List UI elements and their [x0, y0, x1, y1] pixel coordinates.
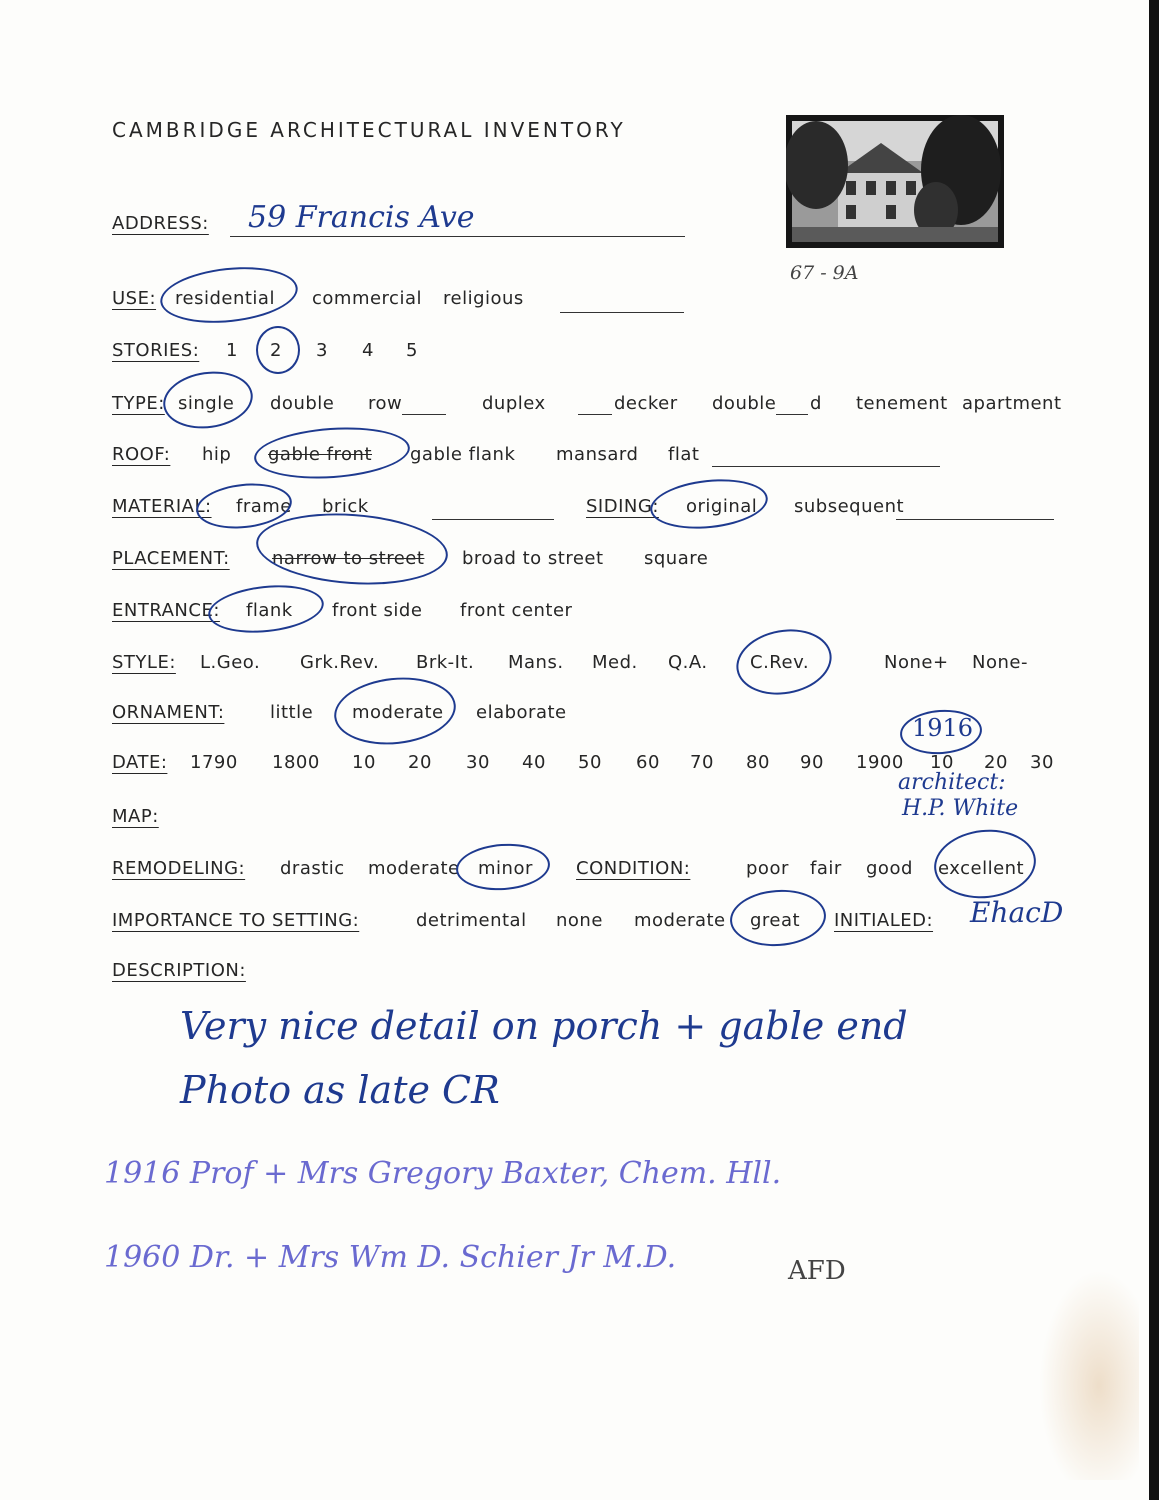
- material-blank: [432, 519, 554, 520]
- type-opt-tenement: tenement: [856, 393, 948, 414]
- use-circle: [158, 261, 301, 329]
- date-opt-1900: 1900: [856, 752, 904, 773]
- type-opt-single: single: [178, 393, 235, 414]
- description-label: DESCRIPTION:: [112, 960, 246, 981]
- date-opt-20: 20: [408, 752, 432, 773]
- initialed-value: EhacD: [970, 896, 1064, 929]
- condition-label: CONDITION:: [576, 858, 691, 879]
- style-opt-mans: Mans.: [508, 652, 564, 673]
- ornament-opt-little: little: [270, 702, 314, 723]
- type-circle: [160, 366, 257, 434]
- roof-opt-flat: flat: [668, 444, 700, 465]
- roof-opt-gable-front: gable front: [268, 444, 372, 465]
- architect-name: H.P. White: [902, 796, 1019, 821]
- history-initials: AFD: [788, 1256, 846, 1286]
- ornament-opt-moderate: moderate: [352, 702, 444, 723]
- roof-opt-gable-flank: gable flank: [410, 444, 516, 465]
- type-opt-decker: decker: [614, 393, 678, 414]
- importance-opt-great: great: [750, 910, 801, 931]
- date-opt-70: 70: [690, 752, 714, 773]
- importance-opt-detrimental: detrimental: [416, 910, 527, 931]
- remodeling-opt-moderate: moderate: [368, 858, 460, 879]
- address-line: [230, 236, 685, 237]
- style-opt-none-plus: None+: [884, 652, 949, 673]
- date-opt-1800: 1800: [272, 752, 320, 773]
- style-opt-none-minus: None-: [972, 652, 1028, 673]
- style-opt-grkrev: Grk.Rev.: [300, 652, 380, 673]
- form-title: CAMBRIDGE ARCHITECTURAL INVENTORY: [112, 118, 626, 142]
- map-label: MAP:: [112, 806, 159, 827]
- date-opt-60: 60: [636, 752, 660, 773]
- date-opt-1920: 20: [984, 752, 1008, 773]
- type-opt-duplex: duplex: [482, 393, 546, 414]
- style-circle: [731, 622, 837, 702]
- ornament-circle: [331, 672, 459, 750]
- importance-opt-moderate: moderate: [634, 910, 726, 931]
- condition-opt-fair: fair: [810, 858, 842, 879]
- roof-label: ROOF:: [112, 444, 171, 465]
- description-line-1: Very nice detail on porch + gable end: [180, 1004, 908, 1048]
- style-opt-qa: Q.A.: [668, 652, 708, 673]
- type-double-blank: [776, 414, 808, 415]
- use-opt-residential: residential: [175, 288, 275, 309]
- importance-label: IMPORTANCE TO SETTING:: [112, 910, 360, 931]
- remodeling-label: REMODELING:: [112, 858, 246, 879]
- condition-opt-excellent: excellent: [938, 858, 1025, 879]
- stories-opt-3: 3: [316, 340, 328, 361]
- history-line-2: 1960 Dr. + Mrs Wm D. Schier Jr M.D.: [104, 1240, 677, 1275]
- stories-label: STORIES:: [112, 340, 200, 361]
- stories-circle: [256, 326, 300, 374]
- type-opt-d: d: [810, 393, 822, 414]
- placement-opt-square: square: [644, 548, 709, 569]
- style-label: STYLE:: [112, 652, 176, 673]
- condition-opt-good: good: [866, 858, 913, 879]
- address-label: ADDRESS:: [112, 213, 209, 234]
- type-row-blank: [402, 414, 446, 415]
- history-line-1: 1916 Prof + Mrs Gregory Baxter, Chem. Hll.: [104, 1156, 782, 1191]
- condition-circle: [931, 825, 1040, 903]
- remodeling-opt-drastic: drastic: [280, 858, 345, 879]
- initialed-label: INITIALED:: [834, 910, 934, 931]
- placement-opt-broad: broad to street: [462, 548, 604, 569]
- type-opt-double-d: double: [712, 393, 777, 414]
- siding-circle: [648, 474, 770, 534]
- paper-stain: [1039, 1270, 1139, 1480]
- stories-opt-4: 4: [362, 340, 374, 361]
- remodeling-opt-minor: minor: [478, 858, 533, 879]
- ornament-label: ORNAMENT:: [112, 702, 225, 723]
- entrance-opt-flank: flank: [246, 600, 293, 621]
- style-opt-med: Med.: [592, 652, 638, 673]
- siding-blank: [896, 519, 1054, 520]
- placement-opt-narrow: narrow to street: [272, 548, 425, 569]
- description-line-2: Photo as late CR: [180, 1068, 500, 1112]
- entrance-circle: [206, 580, 326, 638]
- date-opt-90: 90: [800, 752, 824, 773]
- photo-number: 67 - 9A: [790, 262, 859, 284]
- date-opt-10: 10: [352, 752, 376, 773]
- stories-opt-5: 5: [406, 340, 418, 361]
- entrance-opt-front-center: front center: [460, 600, 573, 621]
- date-written: 1916: [912, 714, 974, 742]
- roof-opt-hip: hip: [202, 444, 232, 465]
- date-label: DATE:: [112, 752, 168, 773]
- date-opt-50: 50: [578, 752, 602, 773]
- type-decker-blank: [578, 414, 612, 415]
- type-opt-apartment: apartment: [962, 393, 1062, 414]
- date-opt-1790: 1790: [190, 752, 238, 773]
- date-opt-30: 30: [466, 752, 490, 773]
- stories-opt-1: 1: [226, 340, 238, 361]
- material-opt-frame: frame: [236, 496, 292, 517]
- siding-label: SIDING:: [586, 496, 659, 517]
- condition-opt-poor: poor: [746, 858, 789, 879]
- house-photo: [786, 115, 1004, 248]
- siding-opt-original: original: [686, 496, 758, 517]
- roof-blank: [712, 466, 940, 467]
- siding-opt-subsequent: subsequent: [794, 496, 905, 517]
- type-opt-row: row: [368, 393, 403, 414]
- type-opt-double: double: [270, 393, 335, 414]
- material-label: MATERIAL:: [112, 496, 212, 517]
- use-opt-religious: religious: [443, 288, 524, 309]
- material-opt-brick: brick: [322, 496, 369, 517]
- placement-circle: [254, 507, 450, 590]
- entrance-opt-front-side: front side: [332, 600, 423, 621]
- date-opt-80: 80: [746, 752, 770, 773]
- use-opt-commercial: commercial: [312, 288, 422, 309]
- style-opt-crev: C.Rev.: [750, 652, 810, 673]
- use-label: USE:: [112, 288, 157, 309]
- type-label: TYPE:: [112, 393, 165, 414]
- use-blank: [560, 312, 684, 313]
- scan-edge: [1149, 0, 1159, 1500]
- roof-circle: [252, 423, 411, 484]
- stories-opt-2: 2: [270, 340, 282, 361]
- date-opt-1930: 30: [1030, 752, 1054, 773]
- architect-label: architect:: [898, 770, 1006, 795]
- placement-label: PLACEMENT:: [112, 548, 230, 569]
- entrance-label: ENTRANCE:: [112, 600, 220, 621]
- address-value: 59 Francis Ave: [248, 200, 475, 235]
- style-opt-lgeo: L.Geo.: [200, 652, 261, 673]
- importance-opt-none: none: [556, 910, 603, 931]
- style-opt-brkit: Brk-It.: [416, 652, 475, 673]
- ornament-opt-elaborate: elaborate: [476, 702, 567, 723]
- roof-opt-mansard: mansard: [556, 444, 639, 465]
- remodeling-circle: [455, 841, 552, 893]
- date-opt-1910: 10: [930, 752, 954, 773]
- importance-circle: [728, 887, 828, 950]
- date-opt-40: 40: [522, 752, 546, 773]
